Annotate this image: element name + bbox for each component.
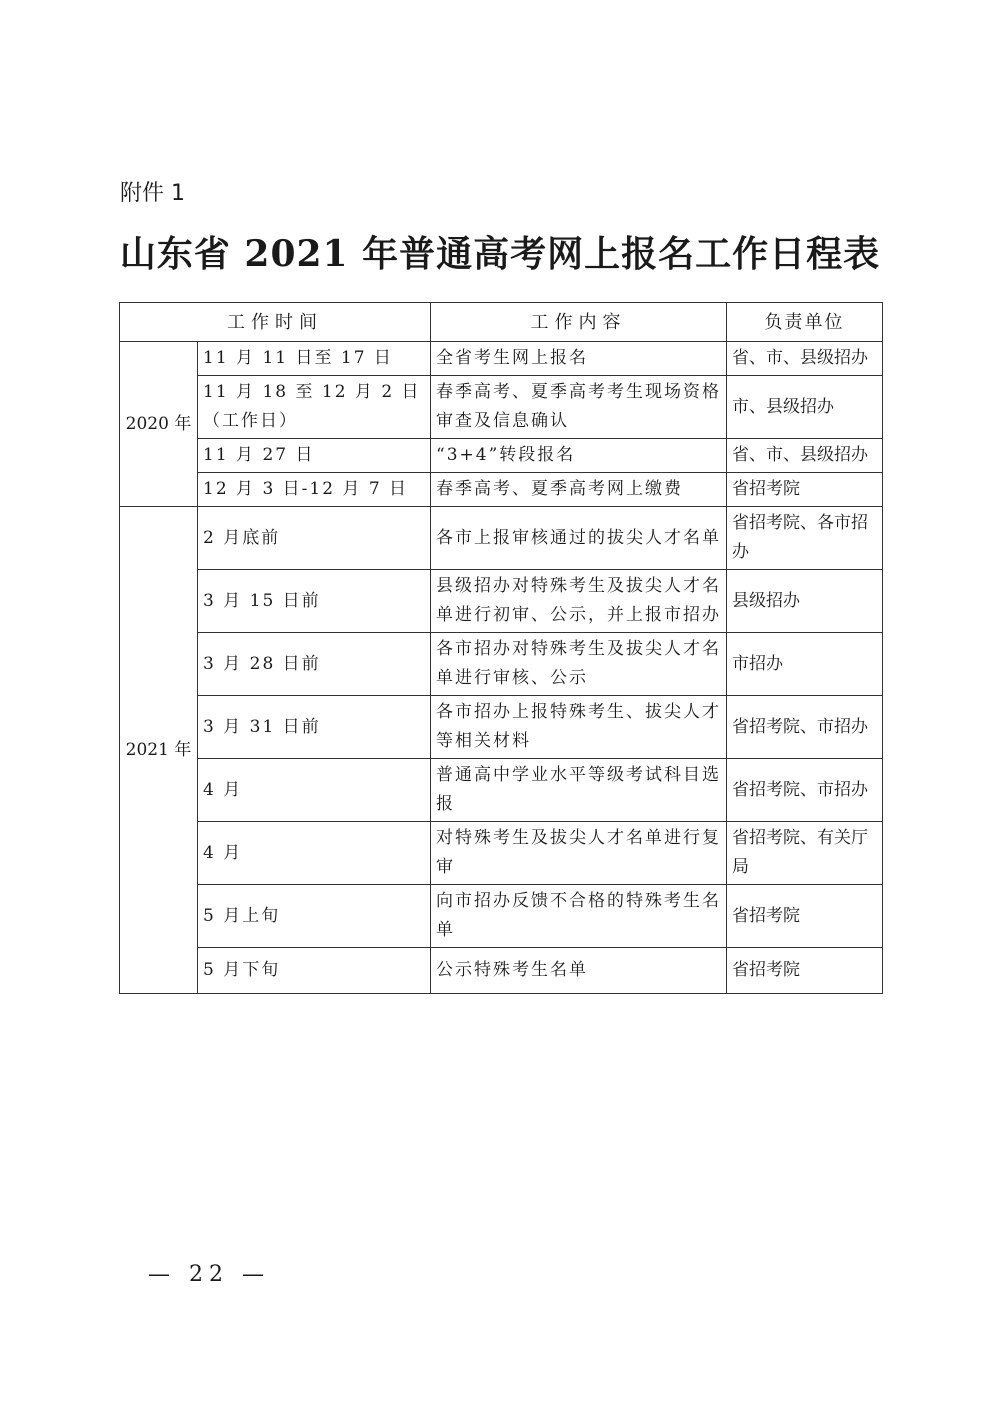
- time-cell: 4 月: [198, 759, 431, 822]
- time-cell: 11 月 11 日至 17 日: [198, 342, 431, 376]
- year-cell: 2021 年: [120, 507, 198, 994]
- content-cell: 县级招办对特殊考生及拔尖人才名单进行初审、公示，并上报市招办: [431, 570, 727, 633]
- header-responsible-unit: 负责单位: [727, 303, 883, 342]
- time-cell: 11 月 27 日: [198, 439, 431, 473]
- table-row: [120, 376, 883, 439]
- time-cell: 3 月 28 日前: [198, 633, 431, 696]
- unit-cell: 省、市、县级招办: [727, 439, 883, 473]
- header-work-time: 工作时间: [120, 303, 431, 342]
- table-row: [120, 439, 883, 473]
- content-cell: 公示特殊考生名单: [431, 948, 727, 994]
- table-row: [120, 822, 883, 885]
- time-cell: 3 月 31 日前: [198, 696, 431, 759]
- table-row: [120, 570, 883, 633]
- table-row: [120, 342, 883, 376]
- schedule-table: [119, 302, 883, 994]
- time-cell: 4 月: [198, 822, 431, 885]
- time-cell: 11 月 18 至 12 月 2 日（工作日）: [198, 376, 431, 439]
- unit-cell: 省招考院、各市招办: [727, 507, 883, 570]
- unit-cell: 省招考院: [727, 948, 883, 994]
- unit-cell: 市、县级招办: [727, 376, 883, 439]
- table-header-row: [120, 303, 883, 342]
- table-row: [120, 885, 883, 948]
- unit-cell: 省招考院、有关厅局: [727, 822, 883, 885]
- content-cell: 各市上报审核通过的拔尖人才名单: [431, 507, 727, 570]
- table-row: [120, 759, 883, 822]
- table-row: [120, 633, 883, 696]
- content-cell: 向市招办反馈不合格的特殊考生名单: [431, 885, 727, 948]
- table-row: [120, 696, 883, 759]
- table-row: [120, 473, 883, 507]
- page-number: — 22 —: [148, 1262, 270, 1287]
- document-title: 山东省 2021 年普通高考网上报名工作日程表: [119, 233, 881, 275]
- content-cell: “3+4”转段报名: [431, 439, 727, 473]
- year-cell: 2020 年: [120, 342, 198, 507]
- table-row: [120, 948, 883, 994]
- attachment-label: 附件 1: [120, 181, 185, 206]
- time-cell: 2 月底前: [198, 507, 431, 570]
- unit-cell: 省招考院、市招办: [727, 759, 883, 822]
- unit-cell: 县级招办: [727, 570, 883, 633]
- content-cell: 全省考生网上报名: [431, 342, 727, 376]
- content-cell: 普通高中学业水平等级考试科目选报: [431, 759, 727, 822]
- content-cell: 春季高考、夏季高考考生现场资格审查及信息确认: [431, 376, 727, 439]
- unit-cell: 市招办: [727, 633, 883, 696]
- content-cell: 各市招办对特殊考生及拔尖人才名单进行审核、公示: [431, 633, 727, 696]
- content-cell: 各市招办上报特殊考生、拔尖人才等相关材料: [431, 696, 727, 759]
- unit-cell: 省招考院: [727, 473, 883, 507]
- unit-cell: 省招考院: [727, 885, 883, 948]
- time-cell: 5 月下旬: [198, 948, 431, 994]
- unit-cell: 省招考院、市招办: [727, 696, 883, 759]
- unit-cell: 省、市、县级招办: [727, 342, 883, 376]
- time-cell: 3 月 15 日前: [198, 570, 431, 633]
- time-cell: 5 月上旬: [198, 885, 431, 948]
- content-cell: 对特殊考生及拔尖人才名单进行复审: [431, 822, 727, 885]
- time-cell: 12 月 3 日-12 月 7 日: [198, 473, 431, 507]
- table-row: [120, 507, 883, 570]
- header-work-content: 工作内容: [431, 303, 727, 342]
- content-cell: 春季高考、夏季高考网上缴费: [431, 473, 727, 507]
